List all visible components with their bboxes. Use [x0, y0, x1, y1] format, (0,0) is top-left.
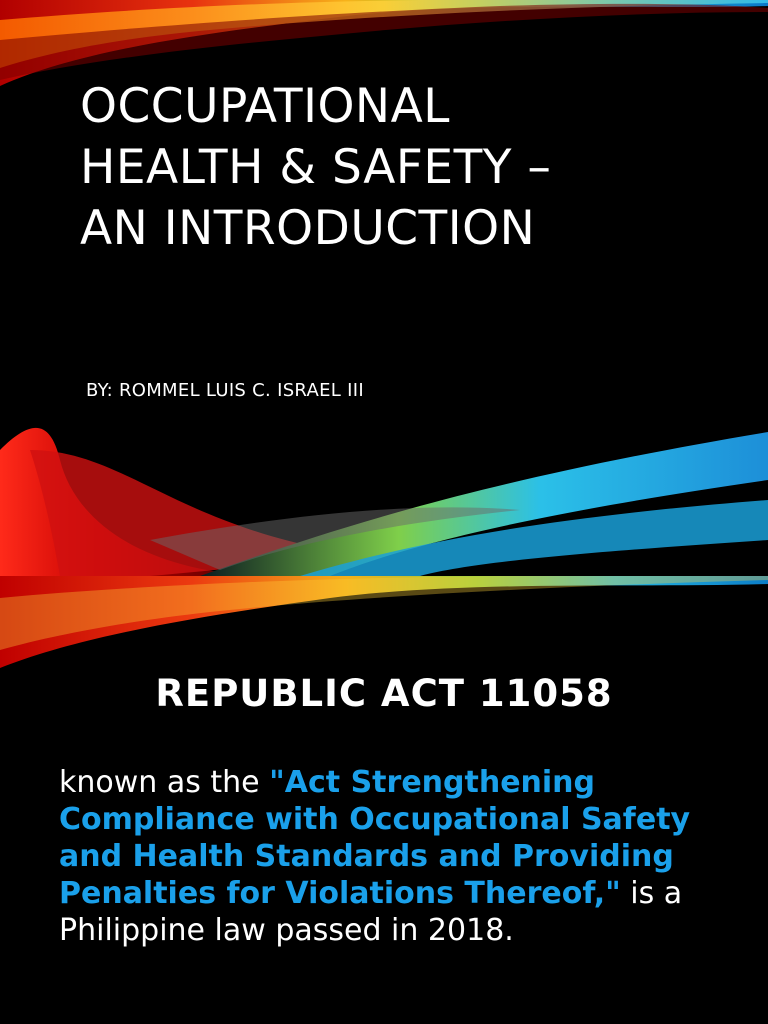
author-byline: BY: ROMMEL LUIS C. ISRAEL III	[86, 380, 364, 401]
title-line: OCCUPATIONAL	[80, 79, 450, 134]
body-suffix: is a Philippine law passed in 2018.	[59, 876, 683, 948]
content-slide	[0, 576, 768, 1024]
top-swoosh-decoration	[0, 576, 768, 676]
bottom-swoosh-decoration	[0, 420, 768, 576]
slide-body-text	[59, 764, 719, 949]
title-line: AN INTRODUCTION	[80, 201, 536, 256]
act-title-highlight: "Act Strengthening Compliance with Occupational Safety and Health Standards and Providing Penalties for Violations Thereof,"	[59, 765, 691, 911]
body-prefix: known as the	[59, 765, 270, 800]
presentation-title	[80, 76, 551, 259]
title-line: HEALTH & SAFETY –	[80, 140, 552, 195]
slide-heading: REPUBLIC ACT 11058	[155, 672, 613, 715]
